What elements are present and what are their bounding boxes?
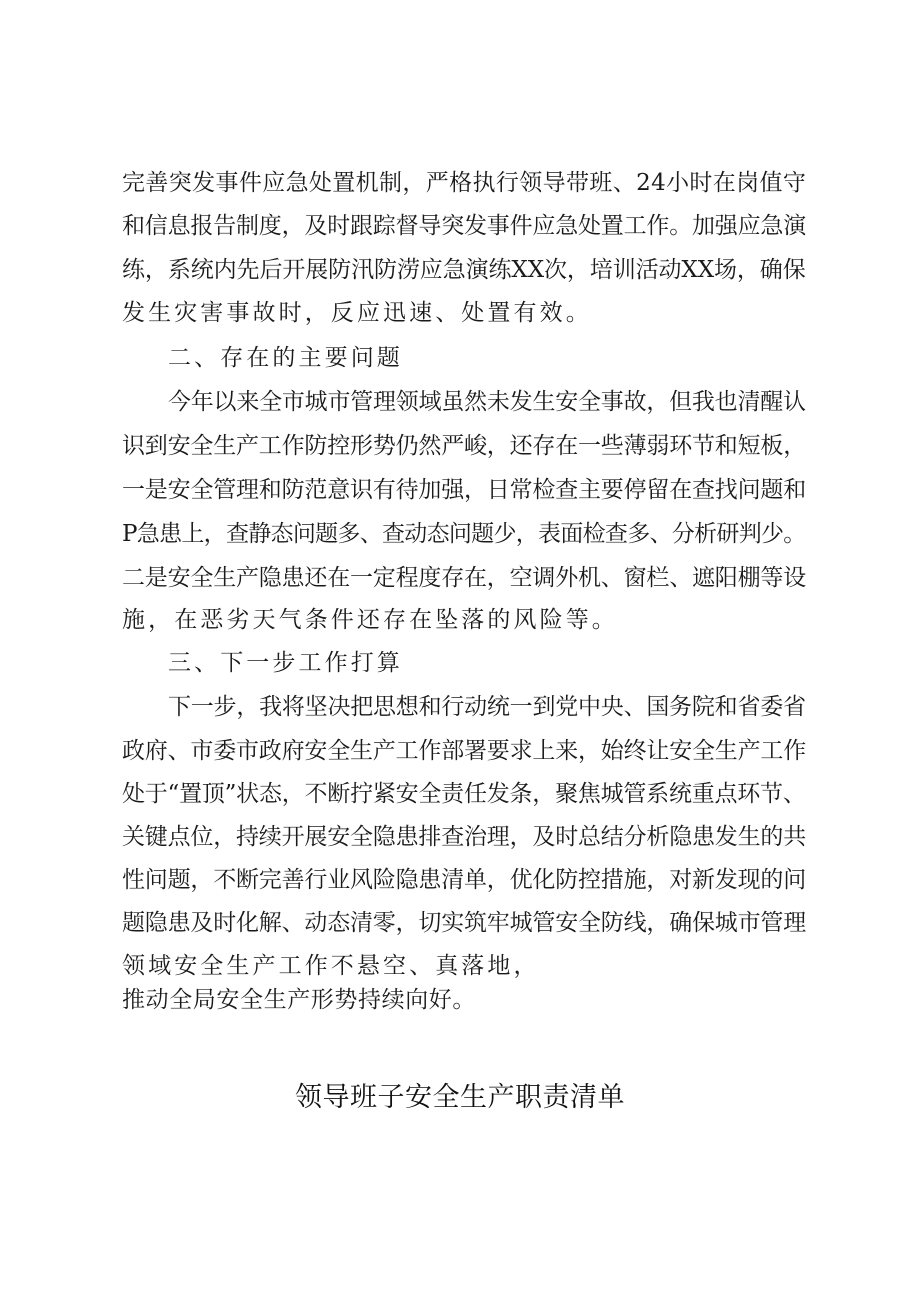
paragraph-line: 政府、市委市政府安全生产工作部署要求上来，始终让安全生产工作: [122, 738, 807, 764]
paragraph-line: 今年以来全市城市管理领域虽然未发生安全事故，但我也清醒认: [168, 389, 806, 415]
paragraph-line: 完善突发事件应急处置机制，严格执行领导带班、24小时在岗值守: [122, 170, 807, 196]
paragraph-line: 一是安全管理和防范意识有待加强，日常检查主要停留在查找问题和: [122, 477, 807, 503]
paragraph-line: 练，系统内先后开展防汛防涝应急演练XX次，培训活动XX场，确保: [122, 257, 806, 283]
paragraph-line: 关键点位，持续开展安全隐患排查治理，及时总结分析隐患发生的共: [122, 824, 807, 850]
paragraph-line: 下一步，我将坚决把思想和行动统一到党中央、国务院和省委省: [168, 694, 806, 720]
paragraph-line: P急患上，查静态问题多、查动态问题少，表面检查多、分析研判少。: [122, 521, 806, 547]
paragraph-line: 施，在恶劣天气条件还存在坠落的风险等。: [122, 607, 618, 633]
paragraph-line: 领域安全生产工作不悬空、真落地，: [122, 953, 540, 979]
paragraph-line: 推动全局安全生产形势持续向好。: [122, 987, 476, 1013]
paragraph-line: 二是安全生产隐患还在一定程度存在，空调外机、窗栏、遮阳棚等设: [122, 565, 807, 591]
document-title: 领导班子安全生产职责清单: [295, 1082, 625, 1113]
section-heading: 三、下一步工作打算: [168, 650, 403, 676]
paragraph-line: 和信息报告制度，及时跟踪督导突发事件应急处置工作。加强应急演: [122, 213, 807, 239]
paragraph-line: 题隐患及时化解、动态清零，切实筑牢城管安全防线，确保城市管理: [122, 910, 807, 936]
paragraph-line: 发生灾害事故时，反应迅速、处置有效。: [122, 300, 592, 326]
section-heading: 二、存在的主要问题: [168, 345, 403, 371]
paragraph-line: 处于“置顶”状态，不断拧紧安全责任发条，聚焦城管系统重点环节、: [122, 781, 806, 807]
paragraph-line: 识到安全生产工作防控形势仍然严峻，还存在一些薄弱环节和短板，: [122, 433, 807, 459]
paragraph-line: 性问题，不断完善行业风险隐患清单，优化防控措施，对新发现的问: [122, 867, 807, 893]
